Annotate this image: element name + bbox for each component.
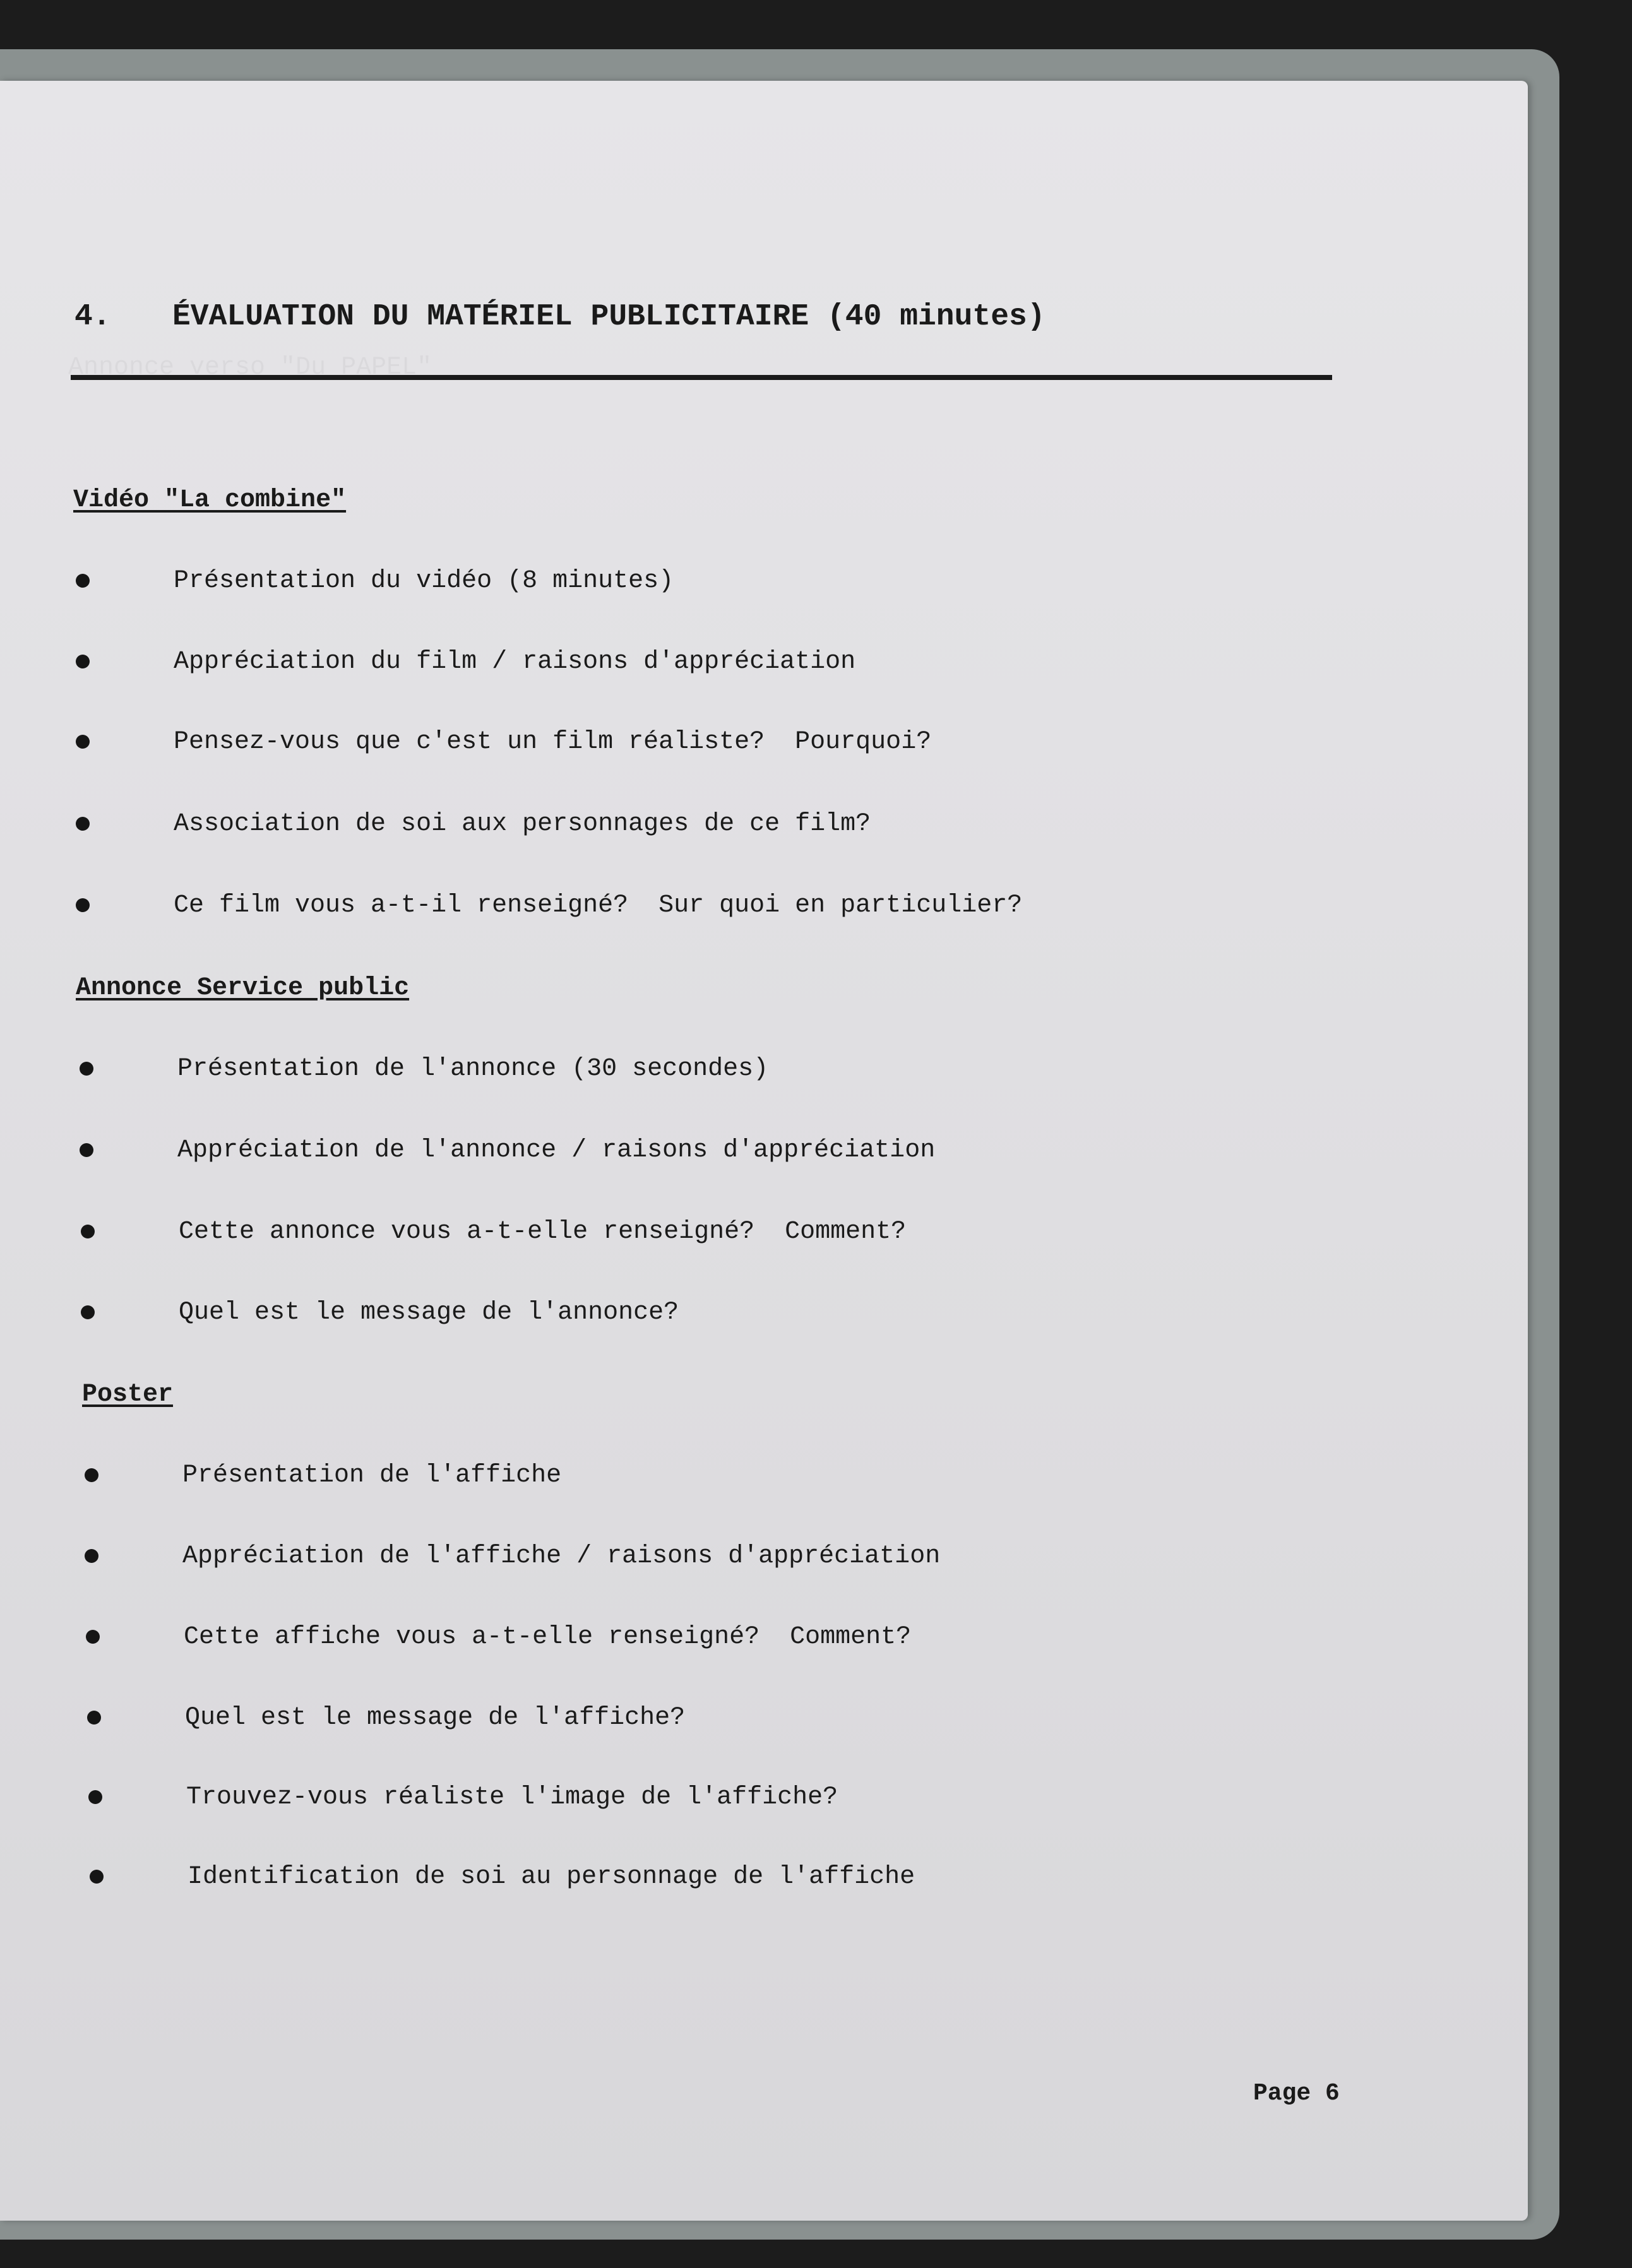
section-title-video: Vidéo "La combine" xyxy=(73,486,347,514)
list-item-text: Quel est le message de l'annonce? xyxy=(179,1298,679,1327)
heading-underline xyxy=(71,375,1332,380)
list-item-text: Trouvez-vous réaliste l'image de l'affiche? xyxy=(186,1783,838,1812)
list-item-text: Association de soi aux personnages de ce film? xyxy=(174,810,871,838)
list-item-text: Présentation de l'annonce (30 secondes) xyxy=(177,1055,769,1083)
list-item-text: Présentation du vidéo (8 minutes) xyxy=(174,567,674,595)
list-item-text: Ce film vous a-t-il renseigné? Sur quoi en particulier? xyxy=(174,891,1023,920)
heading-number: 4. xyxy=(74,300,111,334)
list-item-text: Présentation de l'affiche xyxy=(182,1461,562,1490)
bullet-icon xyxy=(85,1468,98,1482)
list-item xyxy=(76,807,871,845)
heading-title: ÉVALUATION DU MATÉRIEL PUBLICITAIRE (40 minutes) xyxy=(172,300,1045,334)
list-item xyxy=(76,725,932,763)
list-item xyxy=(80,1052,769,1089)
list-item xyxy=(85,1539,941,1577)
list-item-text: Cette annonce vous a-t-elle renseigné? Comment? xyxy=(179,1218,907,1246)
bullet-icon xyxy=(81,1225,95,1238)
page-number: Page 6 xyxy=(1253,2080,1340,2107)
list-item-text: Pensez-vous que c'est un film réaliste? Pourquoi? xyxy=(174,728,932,756)
section-title-poster: Poster xyxy=(82,1380,174,1409)
list-item-text: Identification de soi au personnage de l'affiche xyxy=(188,1863,915,1891)
section-title-annonce: Annonce Service public xyxy=(76,974,410,1002)
list-item xyxy=(76,564,674,602)
list-item xyxy=(76,644,856,682)
list-item xyxy=(87,1701,686,1738)
list-item xyxy=(86,1620,912,1658)
list-item-text: Appréciation du film / raisons d'appréciation xyxy=(174,648,856,676)
bullet-icon xyxy=(76,817,90,831)
bullet-icon xyxy=(76,655,90,668)
list-item xyxy=(90,1860,915,1897)
bullet-icon xyxy=(88,1790,102,1804)
list-item-text: Appréciation de l'affiche / raisons d'appréciation xyxy=(182,1542,941,1570)
list-item-text: Quel est le message de l'affiche? xyxy=(185,1704,686,1732)
list-item xyxy=(81,1214,907,1252)
list-item-text: Cette affiche vous a-t-elle renseigné? Comment? xyxy=(184,1623,912,1651)
section-heading xyxy=(74,300,1045,334)
list-item xyxy=(80,1133,936,1171)
bullet-icon xyxy=(80,1062,93,1076)
bullet-icon xyxy=(80,1143,93,1157)
bullet-icon xyxy=(76,898,90,912)
list-item-text: Appréciation de l'annonce / raisons d'appréciation xyxy=(177,1136,936,1165)
list-item xyxy=(76,888,1023,926)
bullet-icon xyxy=(76,574,90,588)
bullet-icon xyxy=(85,1549,98,1563)
bullet-icon xyxy=(90,1870,104,1884)
bullet-icon xyxy=(86,1630,100,1644)
bullet-icon xyxy=(81,1305,95,1319)
list-item xyxy=(88,1780,838,1818)
list-item xyxy=(81,1295,679,1333)
bullet-icon xyxy=(76,735,90,749)
list-item xyxy=(85,1458,562,1496)
bullet-icon xyxy=(87,1711,101,1725)
